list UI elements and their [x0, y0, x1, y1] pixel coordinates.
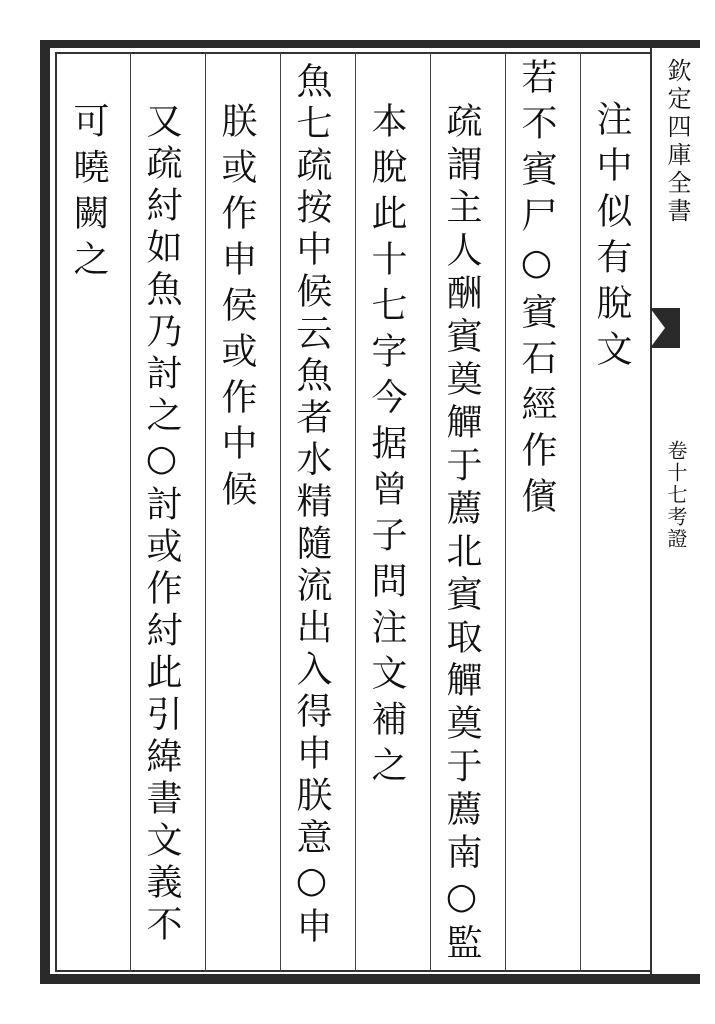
text-column-5: 魚七疏按中候云魚者水精隨流出入得申朕意○申 — [291, 62, 332, 949]
column-divider — [280, 52, 281, 972]
column-divider — [130, 52, 131, 972]
text-column-7: 又疏紂如魚乃討之○討或作紂此引緯書文義不 — [141, 102, 182, 947]
fish-tail-ornament — [650, 308, 680, 348]
text-column-3: 疏謂主人酬賓奠觶于薦北賓取觶奠于薦南○監 — [441, 102, 482, 967]
column-divider — [430, 52, 431, 972]
text-column-4: 本脫此十七字今据曾子問注文補之 — [366, 102, 407, 792]
section-label: 卷十七考證 — [664, 440, 688, 550]
text-column-6: 朕或作申侯或作中候 — [216, 102, 257, 516]
column-divider — [355, 52, 356, 972]
book-title: 欽定四庫全書 — [663, 58, 691, 226]
column-divider — [205, 52, 206, 972]
text-column-1: 注中似有脫文 — [591, 100, 632, 376]
text-column-8: 可曉闕之 — [68, 102, 109, 286]
column-divider — [580, 52, 581, 972]
text-column-2: 若不賓尸○賓石經作儐 — [516, 58, 557, 523]
column-divider — [505, 52, 506, 972]
